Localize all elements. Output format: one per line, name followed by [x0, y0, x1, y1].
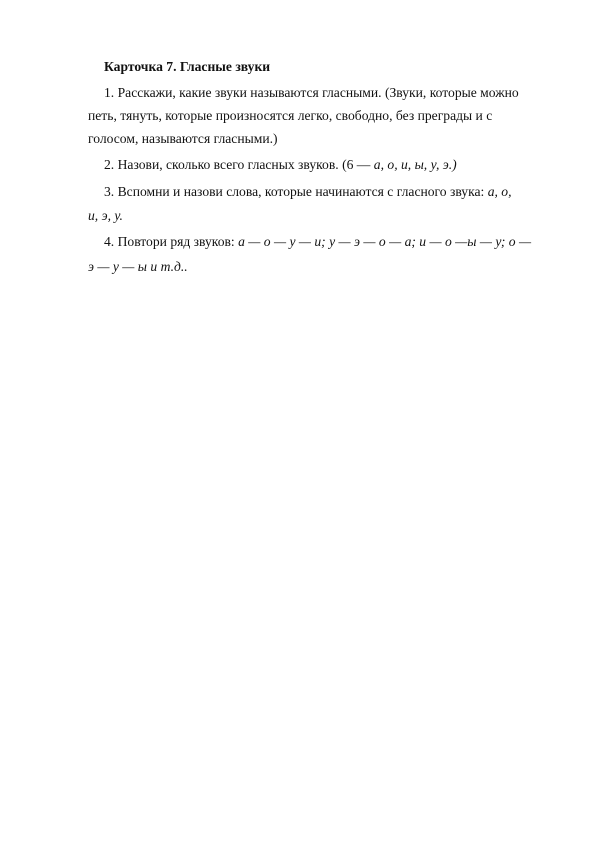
- item-4-text: 4. Повтори ряд звуков:: [104, 234, 239, 249]
- item-3-text: 3. Вспомни и назови слова, которые начинаются с гласного звука:: [104, 184, 488, 199]
- card-title: Карточка 7. Гласные звуки: [104, 59, 271, 74]
- item-4-line-2: э — у — ы и т.д..: [88, 259, 188, 274]
- item-2-vowels: а, о, и, ы, у, э.): [373, 157, 457, 172]
- item-1-line-3: голосом, называются гласными.): [88, 131, 278, 146]
- item-1-line-2: петь, тянуть, которые произносятся легко, свободно, без преграды и с: [88, 108, 493, 123]
- item-2-line: [104, 157, 457, 173]
- item-2-text: 2. Назови, сколько всего гласных звуков. (6 —: [104, 157, 374, 172]
- item-3-line-1: [104, 184, 512, 200]
- item-4-sequence: а — о — у — и; у — э — о — а; и — о —ы — у; о —: [238, 234, 532, 249]
- item-4-line-1: [104, 234, 531, 250]
- item-3-line-2: и, э, у.: [88, 208, 123, 223]
- item-3-vowels-start: а, о,: [487, 184, 512, 199]
- item-1-line-1: 1. Расскажи, какие звуки называются гласными. (Звуки, которые можно: [104, 85, 519, 100]
